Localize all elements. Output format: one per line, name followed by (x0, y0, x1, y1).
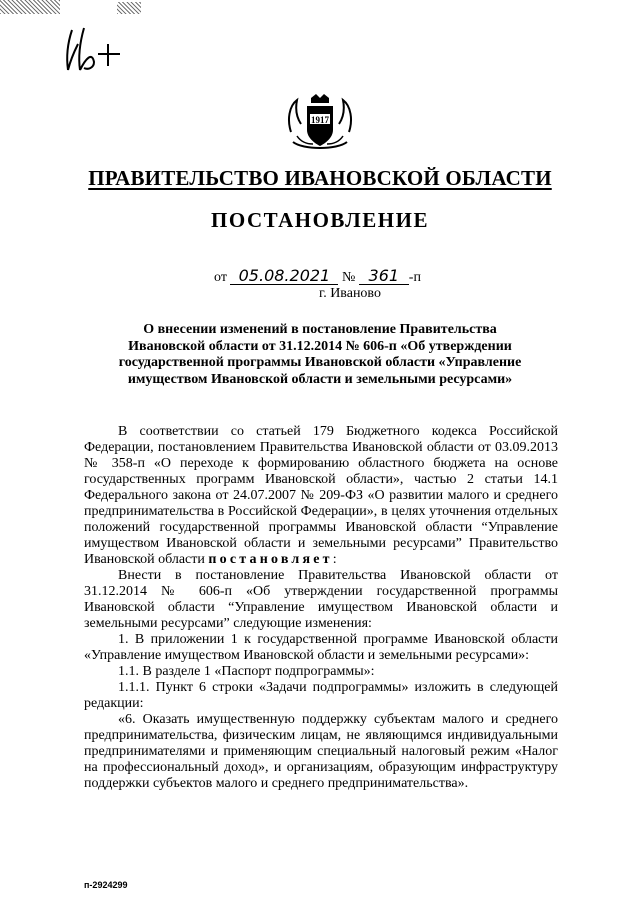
decree-word: постановляет (208, 552, 333, 567)
decree-colon: : (332, 552, 337, 567)
paragraph-item-1: 1. В приложении 1 к государственной программе Ивановской области «Управление имуществом Ивановской области и земельными ресурсами»: (84, 632, 558, 663)
date-prefix: от (214, 270, 227, 285)
emblem-motto: 1917 (311, 115, 329, 125)
handwritten-mark (58, 22, 138, 78)
paragraph-quoted-text: «6. Оказать имущественную поддержку субъектам малого и среднего предпринимательства, физическим лицам, не являющимся индивидуальными предпринимателями и применяющим специальный налоговый режим «Налог на профессиональный доход», и организациям, образующим инфраструктуру поддержки субъектов малого и среднего предпринимательства». (84, 712, 558, 791)
number-suffix: -п (408, 270, 421, 285)
document-body (84, 424, 558, 792)
document-type: ПОСТАНОВЛЕНИЕ (211, 208, 429, 232)
scan-noise-right (117, 2, 141, 14)
paragraph-preamble (84, 424, 558, 568)
government-name: ПРАВИТЕЛЬСТВО ИВАНОВСКОЙ ОБЛАСТИ (88, 166, 552, 190)
city: г. Иваново (319, 286, 381, 301)
date-value: 05.08.2021 (230, 268, 338, 285)
paragraph-main-change: Внести в постановление Правительства Ивановской области от 31.12.2014 № 606-п «Об утверждении государственной программы Ивановской области “Управление имуществом Ивановской области и земельными ресурсами” следующие изменения: (84, 568, 558, 631)
paragraph-item-1-1: 1.1. В разделе 1 «Паспорт подпрограммы»: (118, 664, 375, 679)
document-number: 361 (359, 268, 409, 285)
number-sign: № (341, 270, 356, 285)
preamble-text: В соответствии со статьей 179 Бюджетного кодекса Российской Федерации, постановлением Правительства Ивановской области от 03.09.2013 № 358-п «О переходе к формированию областного бюджета на основе государственных программ Ивановской области», частью 2 статьи 14.1 Федерального закона от 24.07.2007 № 209-ФЗ «О развитии малого и среднего предпринимательства в Российской Федерации», в целях уточнения отдельных положений государственной программы Ивановской области “Управление имуществом Ивановской области и земельными ресурсами” Правительство Ивановской области (84, 424, 558, 567)
coat-of-arms-icon (283, 92, 357, 154)
document-code: п-2924299 (84, 880, 128, 890)
document-title: О внесении изменений в постановление Правительства Ивановской области от 31.12.2014 № 606-п «Об утверждении государственной программы Ивановской области «Управление имуществом Ивановской области и земельными ресурсами» (118, 322, 522, 387)
scan-noise-left (0, 0, 60, 14)
paragraph-item-1-1-1: 1.1.1. Пункт 6 строки «Задачи подпрограммы» изложить в следующей редакции: (84, 680, 558, 711)
date-number-line (214, 268, 474, 286)
